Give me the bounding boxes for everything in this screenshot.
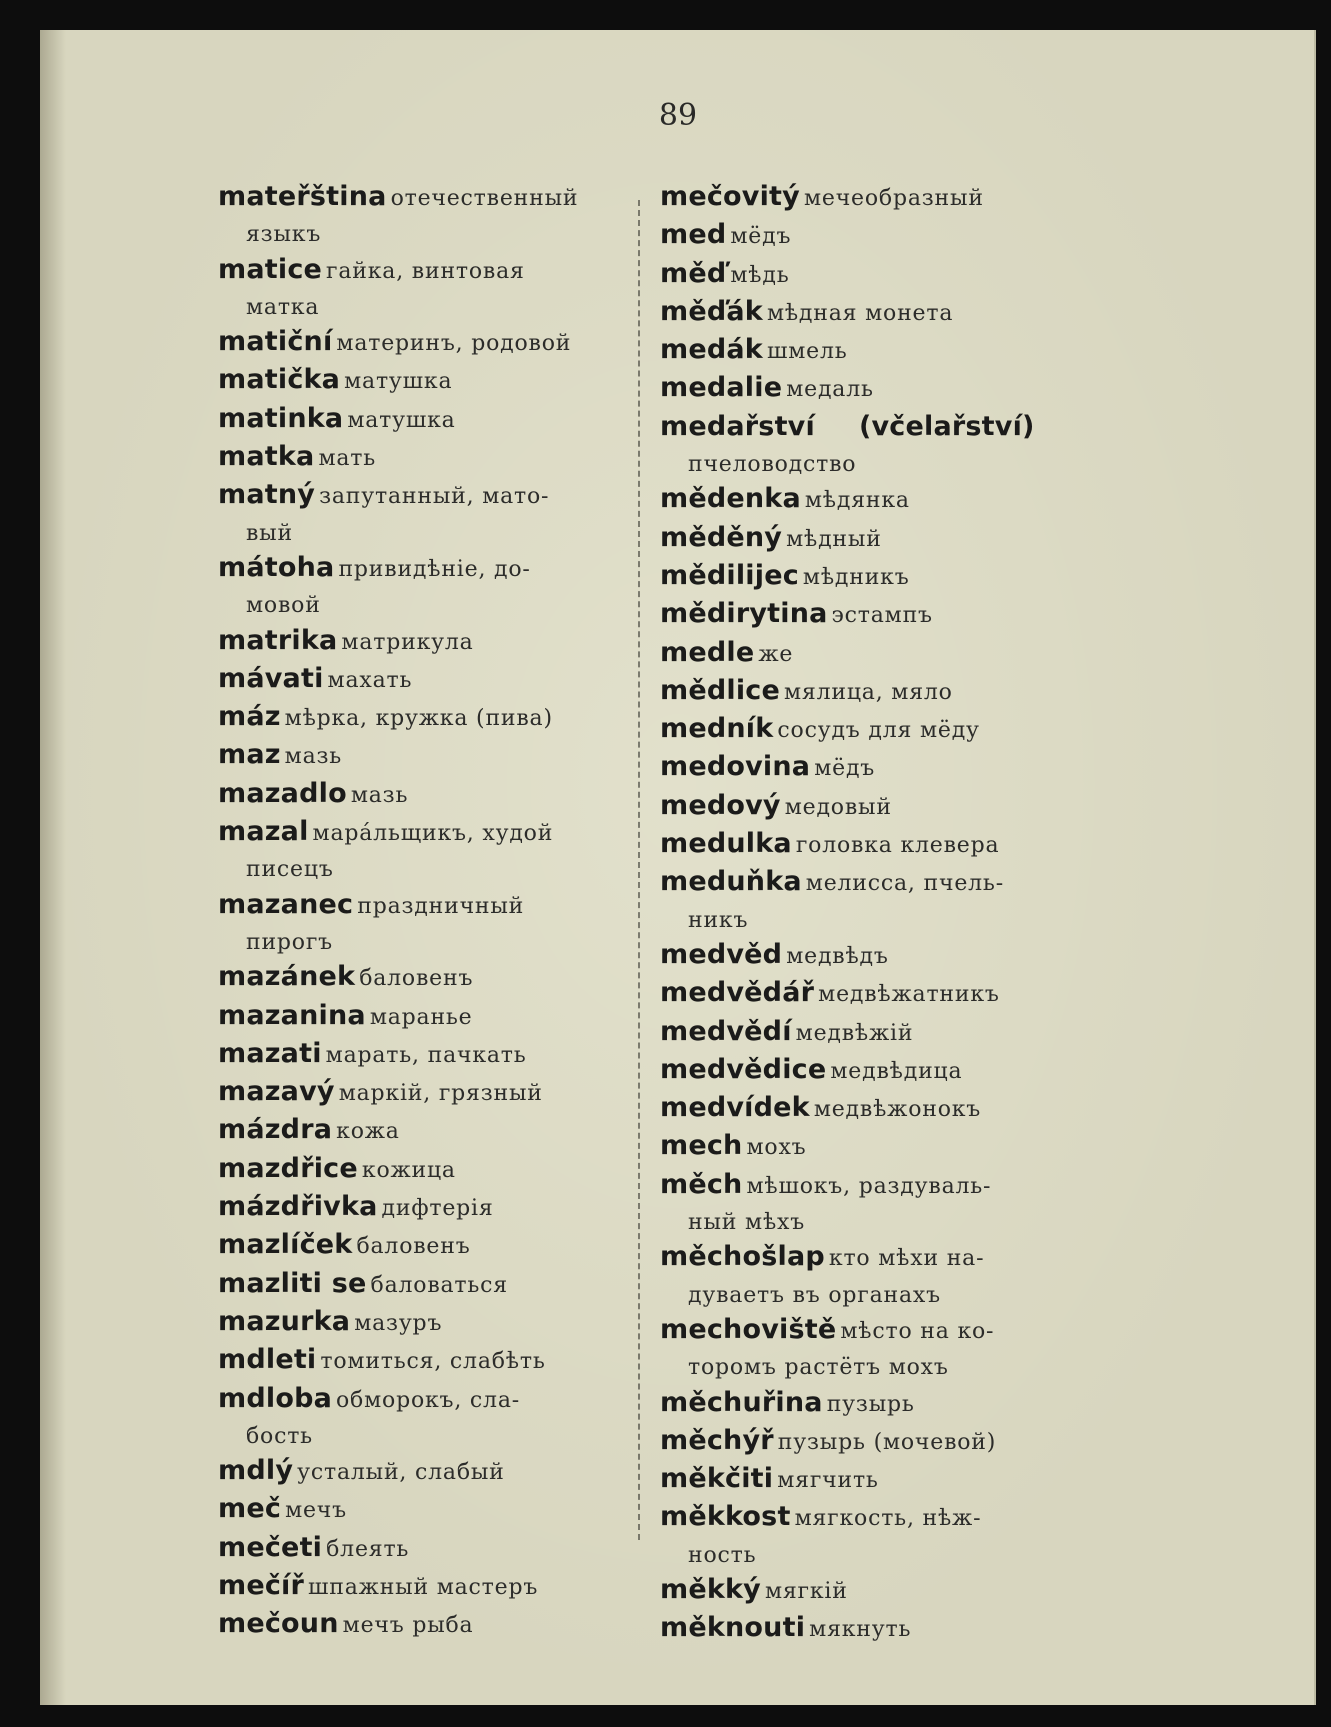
entry-headword: meduňka bbox=[660, 866, 802, 898]
entry-headword: medník bbox=[660, 713, 774, 745]
entry-translation: медвѣжій bbox=[795, 1020, 914, 1046]
entry-continuation: торомъ растётъ мохъ bbox=[688, 1355, 949, 1381]
entry-translation: головка клевера bbox=[795, 833, 1000, 859]
dictionary-entry bbox=[660, 1091, 1130, 1129]
dictionary-entry bbox=[660, 1168, 1130, 1206]
dictionary-entry bbox=[218, 1531, 658, 1569]
entry-headword: měchošlap bbox=[660, 1241, 825, 1273]
right-column bbox=[660, 180, 1130, 1650]
entry-headword: mávati bbox=[218, 662, 324, 694]
entry-headword: mečoun bbox=[218, 1608, 339, 1640]
entry-headword: maz bbox=[218, 739, 281, 771]
entry-headword: matka bbox=[218, 441, 315, 473]
entry-translation: мѣдный bbox=[786, 526, 882, 552]
entry-headword: mazánek bbox=[218, 961, 356, 993]
dictionary-entry bbox=[660, 1500, 1130, 1538]
entry-translation: медовый bbox=[784, 794, 892, 820]
dictionary-entry bbox=[660, 976, 1130, 1014]
dictionary-entry bbox=[218, 1454, 658, 1492]
entry-translation: мѣдникъ bbox=[802, 564, 910, 590]
dictionary-entry bbox=[218, 1113, 658, 1151]
dictionary-entry bbox=[218, 478, 658, 516]
dictionary-entry bbox=[218, 1305, 658, 1343]
entry-translation: мохъ bbox=[746, 1135, 807, 1161]
entry-headword: mědirytina bbox=[660, 598, 828, 630]
entry-headword: mědlice bbox=[660, 674, 780, 706]
entry-translation: медвѣжонокъ bbox=[813, 1097, 982, 1123]
dictionary-entry bbox=[218, 325, 658, 363]
dictionary-entry bbox=[660, 410, 1130, 448]
entry-translation: усталый, слабый bbox=[297, 1460, 505, 1486]
entry-translation: сосудъ для мёду bbox=[777, 718, 980, 744]
entry-translation: мёдъ bbox=[814, 756, 876, 782]
dictionary-entry bbox=[660, 938, 1130, 976]
entry-headword: mazadlo bbox=[218, 777, 347, 809]
entry-translation: мѣдь bbox=[730, 262, 790, 288]
entry-translation: мечъ bbox=[285, 1498, 347, 1524]
entry-headword: med bbox=[660, 219, 727, 251]
entry-headword: mečeti bbox=[218, 1531, 323, 1563]
entry-headword: medák bbox=[660, 334, 763, 366]
column-divider bbox=[638, 200, 640, 1540]
entry-headword: měkkost bbox=[660, 1501, 791, 1533]
entry-continuation: языкъ bbox=[246, 222, 322, 248]
dictionary-entry bbox=[218, 363, 658, 401]
entry-headword: mechoviště bbox=[660, 1313, 837, 1345]
dictionary-entry bbox=[660, 789, 1130, 827]
entry-headword: mazavý bbox=[218, 1076, 335, 1108]
dictionary-entry bbox=[660, 674, 1130, 712]
entry-translation: мягчить bbox=[777, 1468, 879, 1494]
entry-translation: шмель bbox=[766, 339, 848, 365]
entry-headword: mazal bbox=[218, 816, 309, 848]
dictionary-entry bbox=[660, 1129, 1130, 1167]
entry-translation: праздничный bbox=[357, 893, 525, 919]
entry-headword: měknouti bbox=[660, 1612, 806, 1644]
dictionary-entry bbox=[660, 1240, 1130, 1278]
dictionary-entry bbox=[660, 333, 1130, 371]
dictionary-entry bbox=[218, 777, 658, 815]
entry-continuation: мовой bbox=[246, 593, 321, 619]
dictionary-entry bbox=[218, 1382, 658, 1420]
dictionary-entry bbox=[660, 1053, 1130, 1091]
dictionary-entry bbox=[218, 1190, 658, 1228]
dictionary-entry bbox=[660, 636, 1130, 674]
dictionary-entry bbox=[660, 1462, 1130, 1500]
entry-continuation: матка bbox=[246, 294, 320, 320]
entry-translation: запутанный, мато- bbox=[319, 484, 550, 510]
dictionary-entry bbox=[660, 597, 1130, 635]
entry-translation: мѣрка, кружка (пива) bbox=[284, 706, 553, 732]
dictionary-entry bbox=[660, 559, 1130, 597]
entry-headword: matiční bbox=[218, 326, 333, 358]
entry-headword: mazurka bbox=[218, 1305, 351, 1337]
dictionary-entry bbox=[660, 1015, 1130, 1053]
dictionary-entry bbox=[660, 1313, 1130, 1351]
dictionary-entry bbox=[660, 1424, 1130, 1462]
entry-translation: дифтерія bbox=[381, 1196, 494, 1222]
dictionary-entry bbox=[660, 865, 1130, 903]
entry-headword: mazliti se bbox=[218, 1267, 367, 1299]
entry-translation: эстампъ bbox=[831, 603, 933, 629]
dictionary-entry bbox=[218, 1492, 658, 1530]
entry-headword: mědilijec bbox=[660, 559, 799, 591]
entry-headword: medvěd bbox=[660, 938, 783, 970]
entry-continuation: ный мѣхъ bbox=[688, 1210, 806, 1236]
entry-translation: (včelařství) bbox=[858, 410, 1035, 442]
dictionary-entry bbox=[660, 180, 1130, 218]
entry-translation: кожица bbox=[361, 1157, 456, 1183]
entry-headword: medovina bbox=[660, 751, 811, 783]
dictionary-entry bbox=[218, 662, 658, 700]
entry-translation: медвѣдица bbox=[830, 1058, 963, 1084]
entry-headword: medvědí bbox=[660, 1015, 792, 1047]
entry-headword: mdlý bbox=[218, 1455, 294, 1487]
entry-translation: мѣдянка bbox=[804, 488, 910, 514]
entry-headword: mečíř bbox=[218, 1569, 305, 1601]
entry-translation: мѣсто на ко- bbox=[840, 1318, 995, 1344]
entry-headword: mazati bbox=[218, 1037, 322, 1069]
entry-translation: мечъ рыба bbox=[342, 1613, 474, 1639]
entry-translation: баловаться bbox=[370, 1272, 508, 1298]
dictionary-entry bbox=[218, 180, 658, 218]
dictionary-entry bbox=[218, 1037, 658, 1075]
entry-headword: mdloba bbox=[218, 1382, 333, 1414]
entry-headword: meč bbox=[218, 1493, 282, 1525]
entry-headword: mečovitý bbox=[660, 181, 800, 212]
dictionary-entry bbox=[660, 482, 1130, 520]
dictionary-entry bbox=[218, 960, 658, 998]
entry-headword: mázdra bbox=[218, 1114, 333, 1146]
entry-translation: кто мѣхи на- bbox=[828, 1246, 985, 1272]
entry-headword: mázdřivka bbox=[218, 1191, 378, 1223]
entry-translation: кожа bbox=[336, 1119, 400, 1145]
entry-translation: привидѣніе, до- bbox=[338, 556, 531, 582]
dictionary-entry bbox=[660, 1386, 1130, 1424]
entry-translation: медвѣдъ bbox=[786, 943, 889, 969]
dictionary-entry bbox=[218, 1607, 658, 1645]
dictionary-entry bbox=[660, 257, 1130, 295]
entry-headword: medařství bbox=[660, 410, 815, 442]
entry-headword: matný bbox=[218, 479, 316, 511]
entry-headword: matička bbox=[218, 364, 341, 396]
entry-translation: матушка bbox=[347, 407, 456, 433]
dictionary-entry bbox=[660, 1611, 1130, 1649]
entry-translation: мазь bbox=[350, 782, 409, 808]
entry-translation: баловенъ bbox=[359, 966, 474, 992]
entry-translation: мёдъ bbox=[730, 224, 792, 250]
dictionary-entry bbox=[660, 218, 1130, 256]
entry-headword: medulka bbox=[660, 828, 792, 860]
entry-continuation: ность bbox=[688, 1542, 757, 1568]
entry-translation: блеять bbox=[326, 1536, 410, 1562]
entry-translation: маранье bbox=[369, 1004, 473, 1030]
entry-headword: měchýř bbox=[660, 1424, 774, 1456]
entry-translation: мелисса, пчель- bbox=[805, 871, 1004, 897]
dictionary-entry bbox=[660, 1573, 1130, 1611]
entry-headword: mazdřice bbox=[218, 1152, 358, 1184]
entry-headword: mech bbox=[660, 1130, 743, 1162]
entry-translation: мазуръ bbox=[354, 1310, 443, 1336]
dictionary-entry bbox=[218, 1569, 658, 1607]
entry-headword: matice bbox=[218, 253, 323, 285]
entry-headword: matrika bbox=[218, 624, 338, 656]
entry-headword: měch bbox=[660, 1168, 743, 1200]
entry-headword: máz bbox=[218, 701, 281, 733]
entry-headword: měkký bbox=[660, 1573, 761, 1605]
entry-translation: медвѣжатникъ bbox=[818, 982, 1000, 1008]
entry-translation: томиться, слабѣть bbox=[320, 1349, 546, 1375]
entry-headword: medalie bbox=[660, 372, 783, 404]
entry-continuation: вый bbox=[246, 520, 293, 546]
dictionary-entry bbox=[218, 1343, 658, 1381]
entry-translation: марáльщикъ, худой bbox=[312, 821, 554, 847]
dictionary-entry bbox=[218, 624, 658, 662]
entry-translation: отечественный bbox=[390, 186, 579, 211]
dictionary-entry bbox=[218, 1152, 658, 1190]
entry-translation: материнъ, родовой bbox=[336, 331, 572, 357]
entry-translation: гайка, винтовая bbox=[326, 258, 525, 284]
entry-translation: мать bbox=[318, 446, 377, 472]
entry-continuation: писецъ bbox=[246, 857, 334, 883]
dictionary-entry bbox=[660, 295, 1130, 333]
dictionary-entry bbox=[660, 827, 1130, 865]
dictionary-page bbox=[40, 30, 1316, 1705]
entry-headword: mazanina bbox=[218, 999, 366, 1031]
dictionary-entry bbox=[660, 521, 1130, 559]
dictionary-entry bbox=[218, 551, 658, 589]
entry-translation: мягкій bbox=[764, 1578, 848, 1604]
dictionary-entry bbox=[218, 253, 658, 291]
dictionary-entry bbox=[218, 402, 658, 440]
entry-translation: матушка bbox=[344, 369, 453, 395]
entry-translation: мазь bbox=[284, 744, 343, 770]
entry-translation: пузырь bbox=[826, 1391, 915, 1417]
entry-headword: měchuřina bbox=[660, 1386, 823, 1418]
entry-translation: мягкость, нѣж- bbox=[794, 1506, 982, 1532]
entry-translation: маркій, грязный bbox=[338, 1081, 543, 1107]
entry-continuation: дуваетъ въ органахъ bbox=[688, 1282, 941, 1308]
entry-headword: mazlíček bbox=[218, 1229, 353, 1261]
left-column bbox=[218, 180, 658, 1646]
dictionary-entry bbox=[218, 999, 658, 1037]
entry-headword: medvídek bbox=[660, 1092, 810, 1124]
entry-continuation: никъ bbox=[688, 907, 749, 933]
dictionary-entry bbox=[660, 712, 1130, 750]
entry-translation: пузырь (мочевой) bbox=[777, 1429, 997, 1455]
entry-translation: медаль bbox=[786, 377, 874, 403]
entry-headword: měkčiti bbox=[660, 1463, 774, 1495]
entry-translation: баловенъ bbox=[356, 1234, 471, 1260]
dictionary-entry bbox=[218, 700, 658, 738]
entry-headword: medle bbox=[660, 636, 755, 668]
entry-translation: мѣшокъ, раздуваль- bbox=[746, 1173, 992, 1199]
entry-continuation: пирогъ bbox=[246, 929, 333, 955]
entry-translation: обморокъ, сла- bbox=[336, 1387, 520, 1413]
entry-translation: мѣдная монета bbox=[766, 300, 954, 326]
entry-headword: mátoha bbox=[218, 551, 335, 583]
dictionary-entry bbox=[218, 888, 658, 926]
entry-headword: medvědář bbox=[660, 977, 815, 1009]
entry-headword: medvědice bbox=[660, 1053, 827, 1085]
entry-headword: mateřština bbox=[218, 181, 387, 212]
dictionary-entry bbox=[218, 1267, 658, 1305]
entry-continuation: пчеловодство bbox=[688, 452, 857, 478]
entry-headword: měď bbox=[660, 257, 727, 289]
entry-translation: махать bbox=[327, 667, 413, 693]
entry-continuation: бость bbox=[246, 1423, 313, 1449]
entry-headword: medový bbox=[660, 789, 781, 821]
entry-translation: шпажный мастеръ bbox=[308, 1574, 539, 1600]
entry-translation: матрикула bbox=[341, 629, 474, 655]
entry-headword: matinka bbox=[218, 402, 344, 434]
dictionary-entry bbox=[218, 1075, 658, 1113]
entry-translation: марать, пачкать bbox=[325, 1042, 527, 1068]
dictionary-entry bbox=[218, 815, 658, 853]
dictionary-entry bbox=[660, 750, 1130, 788]
dictionary-entry bbox=[218, 738, 658, 776]
page-number: 89 bbox=[658, 98, 698, 133]
entry-translation: мечеобразный bbox=[803, 186, 984, 211]
dictionary-entry bbox=[218, 440, 658, 478]
entry-headword: měděný bbox=[660, 521, 783, 553]
entry-headword: mědenka bbox=[660, 483, 801, 515]
entry-headword: měďák bbox=[660, 295, 763, 327]
entry-translation: мялица, мяло bbox=[784, 679, 953, 705]
dictionary-entry bbox=[218, 1228, 658, 1266]
entry-headword: mdleti bbox=[218, 1344, 317, 1376]
entry-headword: mazanec bbox=[218, 888, 354, 920]
entry-translation: мякнуть bbox=[809, 1617, 912, 1643]
dictionary-entry bbox=[660, 371, 1130, 409]
entry-translation: же bbox=[758, 641, 794, 667]
